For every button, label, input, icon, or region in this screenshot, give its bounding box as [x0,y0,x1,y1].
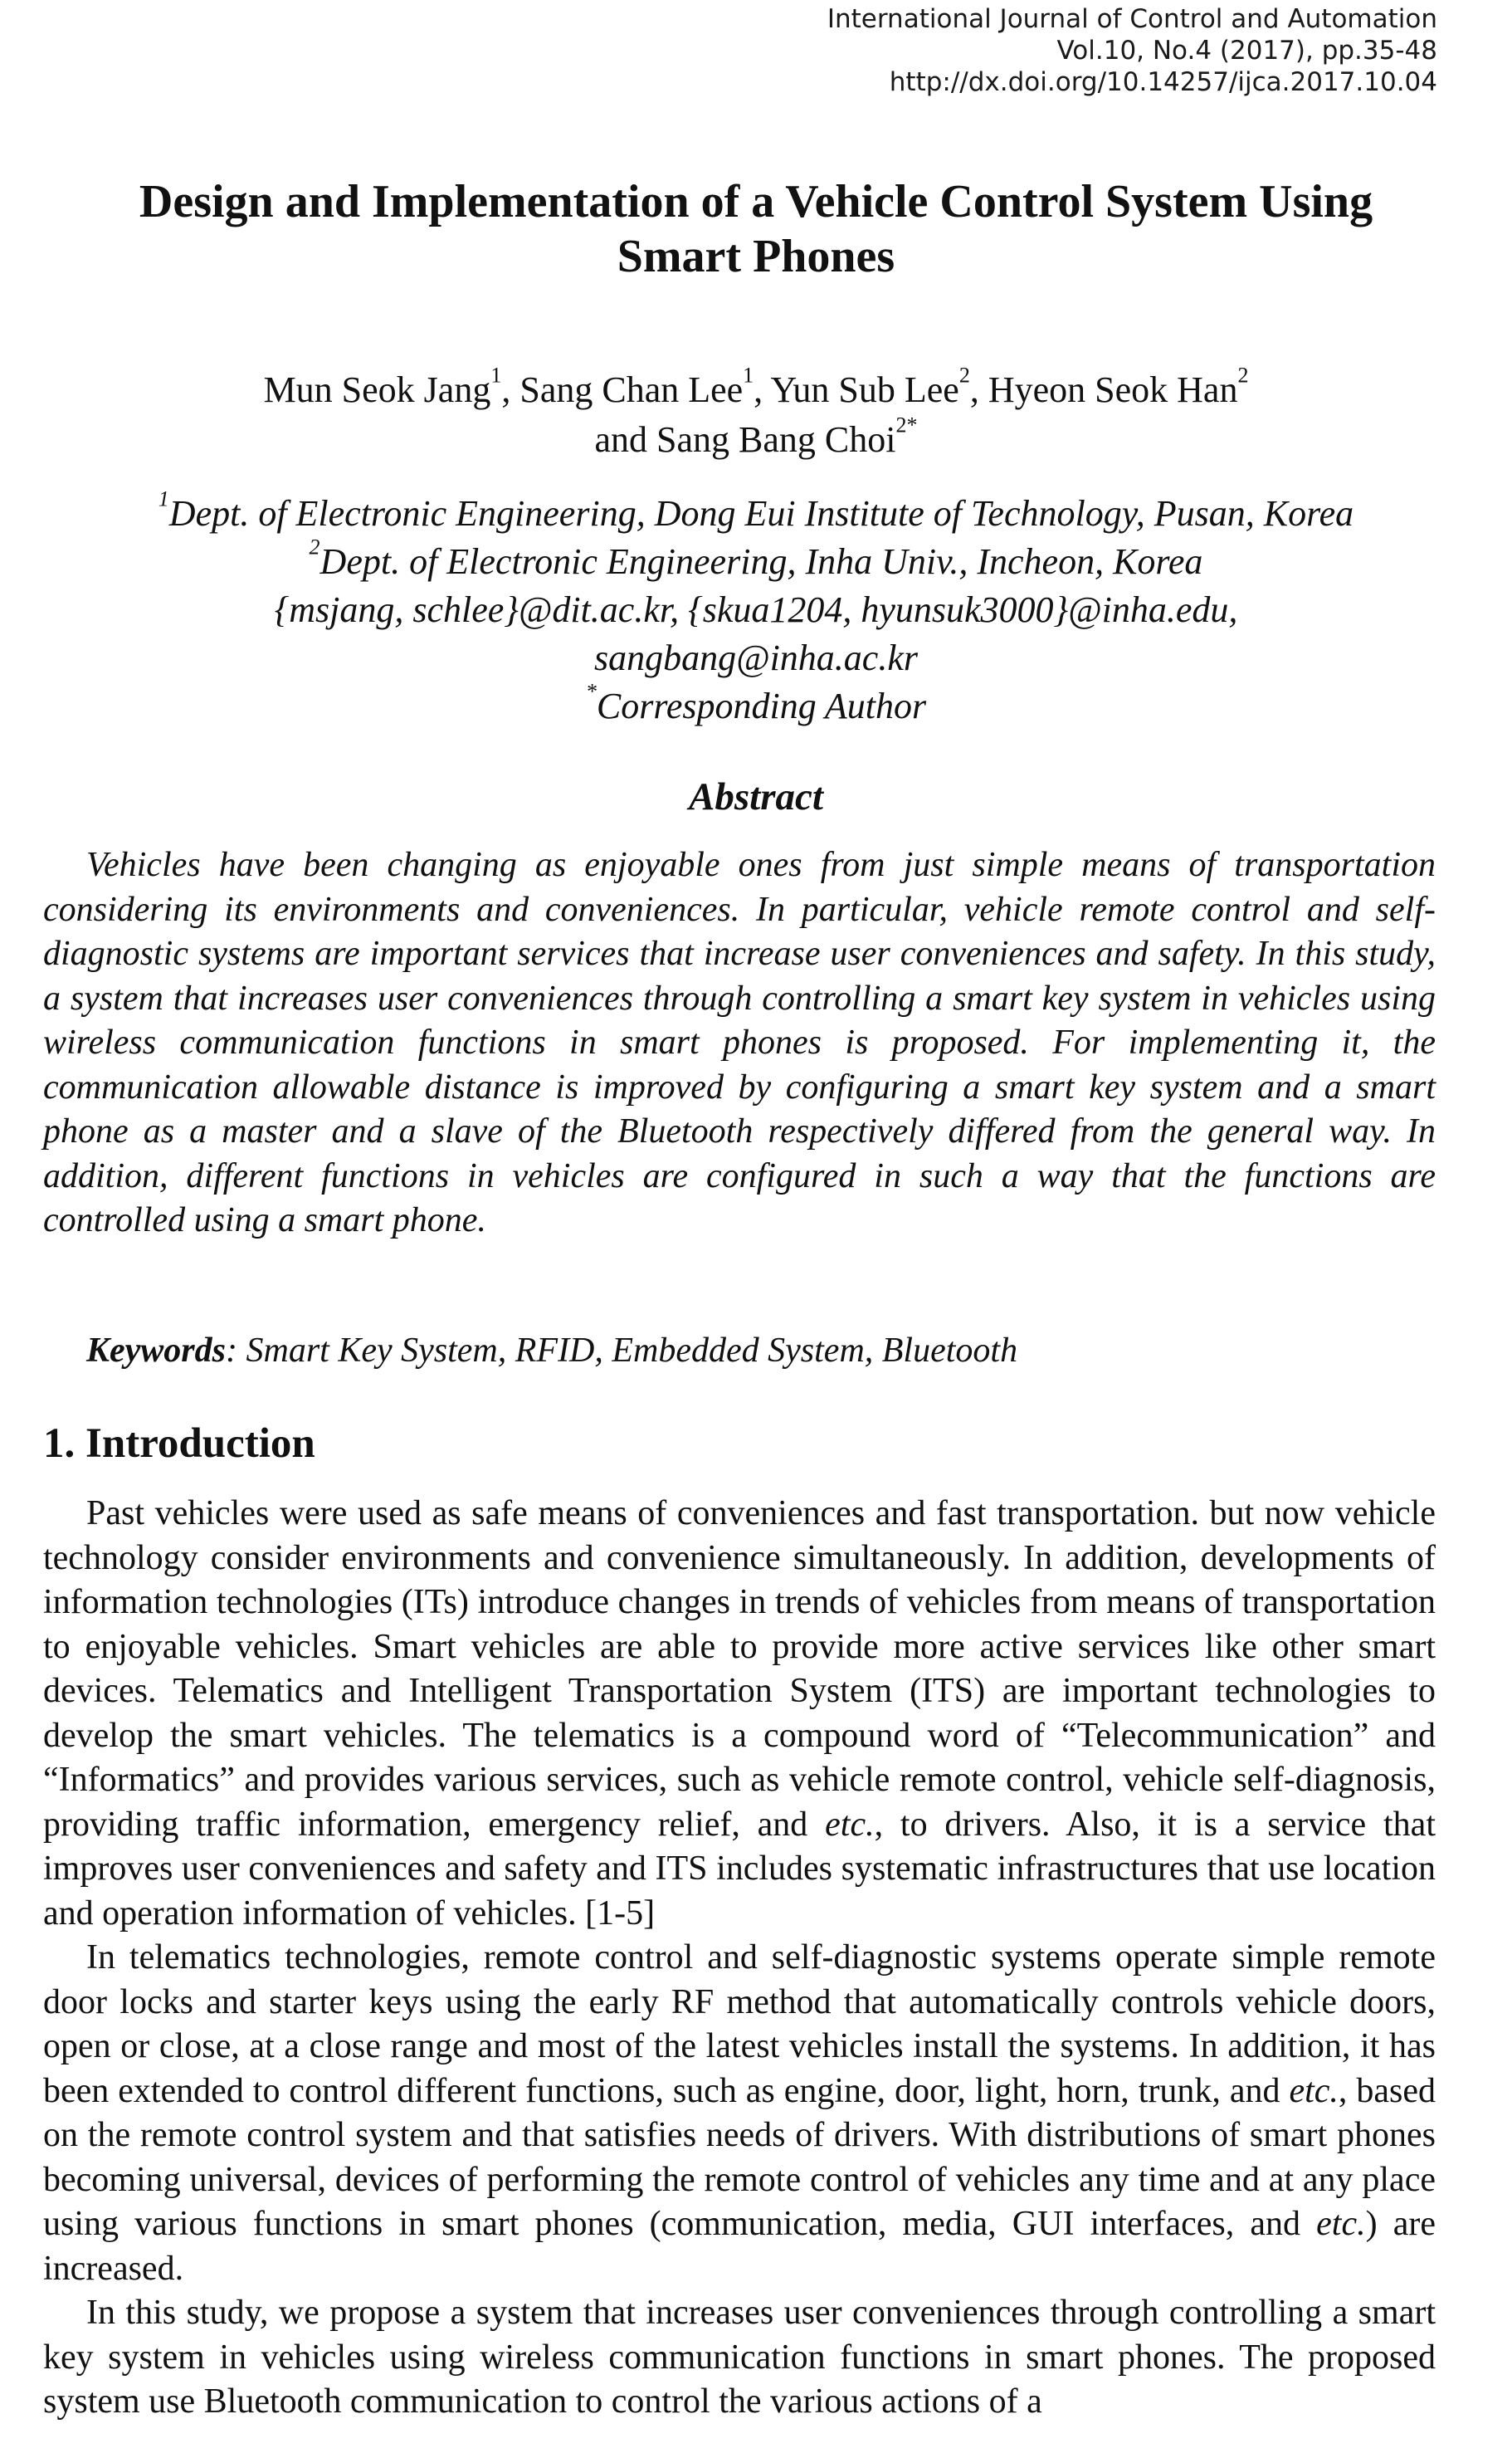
paragraph: In this study, we propose a system that increases user conveniences through controlling a smart key system in vehicles using wireless communication functions in smart phones. The proposed system use Bluetooth communication to control the various actions of a [43,2294,1436,2421]
paragraph-text: , to drivers. Also, it is a service that improves user conveniences and safety and ITS includes systematic infrastructures that use location and operation information of vehicles. [1-5] [43,1805,1436,1933]
corresponding-text: Corresponding Author [596,686,927,726]
author-name: , Hyeon Seok Han [969,369,1238,410]
paragraph-italic: etc. [1289,2071,1339,2110]
introduction-body [43,1492,1436,2425]
paper-title [0,174,1512,284]
affiliation-mark: 2 [309,535,320,559]
affiliation-mark: 1 [158,486,169,511]
author-line-1 [0,365,1512,415]
journal-volume: Vol.10, No.4 (2017), pp.35-48 [1056,36,1437,66]
affiliation-2 [0,535,1512,586]
paragraph-text: ) are increased. [43,2205,1436,2288]
affiliation-text: Dept. of Electronic Engineering, Inha Univ., Incheon, Korea [319,541,1203,582]
paragraph [43,1936,1436,2291]
paragraph-italic: etc. [825,1805,875,1844]
section-heading-introduction: 1. Introduction [43,1420,315,1467]
paragraph-text: In telematics technologies, remote control and self-diagnostic systems operate simple remote door locks and starter keys using the early RF method that automatically controls vehicle doors, open or close, at a close range and most of the latest vehicles install the systems. In addition, it has been extended to control different functions, such as engine, door, light, horn, trunk, and [43,1938,1436,2110]
title-line-2: Smart Phones [617,231,895,282]
author-line-2 [0,415,1512,465]
keywords-text: : Smart Key System, RFID, Embedded System, Bluetooth [226,1332,1018,1370]
email-line-1: {msjang, schlee}@dit.ac.kr, {skua1204, hyunsuk3000}@inha.edu, [274,589,1238,630]
paragraph-italic: etc. [1316,2205,1366,2243]
author-name: Mun Seok Jang [263,369,491,410]
email-line-2: sangbang@inha.ac.kr [593,638,918,678]
corresponding-author [0,679,1512,731]
author-affiliation-mark: 2 [958,363,970,388]
abstract-heading: Abstract [689,775,823,818]
author-affiliation-mark: 2 [1237,363,1249,388]
affiliation-text: Dept. of Electronic Engineering, Dong Eui Institute of Technology, Pusan, Korea [168,493,1354,534]
keywords-label: Keywords [86,1332,226,1370]
journal-header [827,3,1437,98]
author-name: , Sang Chan Lee [501,369,744,410]
affiliation-1 [0,486,1512,538]
paragraph-text: Past vehicles were used as safe means of conveniences and fast transportation. but now vehicle technology consider environments and convenience simultaneously. In addition, developments of information technologies (ITs) introduce changes in trends of vehicles from means of transportation to enjoyable vehicles. Smart vehicles are able to provide more active services like other smart devices. Telematics and Intelligent Transportation System (ITS) are important technologies to develop the smart vehicles. The telematics is a compound word of “Telecommunication” and “Informatics” and provides various services, such as vehicle remote control, vehicle self-diagnosis, providing traffic information, emergency relief, and [43,1494,1436,1844]
journal-name: International Journal of Control and Automation [827,4,1437,34]
author-name: , Yun Sub Lee [754,369,959,410]
journal-doi: http://dx.doi.org/10.14257/ijca.2017.10.04 [889,67,1437,97]
author-affiliation-mark: 2* [895,413,918,437]
author-name: and Sang Bang Choi [594,419,896,460]
paragraph [43,1492,1436,1936]
author-affiliation-mark: 1 [490,363,502,388]
title-line-1: Design and Implementation of a Vehicle Control System Using [139,176,1373,227]
abstract-text: Vehicles have been changing as enjoyable ones from just simple means of transportation considering its environments and conveniences. In particular, vehicle remote control and self-diagnostic systems are important services that increase user conveniences and safety. In this study, a system that increases user conveniences through controlling a smart key system in vehicles using wireless communication functions in smart phones is proposed. For implementing it, the communication allowable distance is improved by configuring a smart key system and a smart phone as a master and a slave of the Bluetooth respectively differed from the general way. In addition, different functions in vehicles are configured in such a way that the functions are controlled using a smart phone. [43,846,1436,1239]
affiliations [0,486,1512,731]
paragraph-text: , based on the remote control system and that satisfies needs of drivers. With distributions of smart phones becoming universal, devices of performing the remote control of vehicles any time and at any place using various functions in smart phones (communication, media, GUI interfaces, and [43,2071,1436,2243]
keywords [86,1328,1436,1373]
corresponding-mark: * [585,679,597,704]
author-list [0,365,1512,465]
author-affiliation-mark: 1 [743,363,754,388]
